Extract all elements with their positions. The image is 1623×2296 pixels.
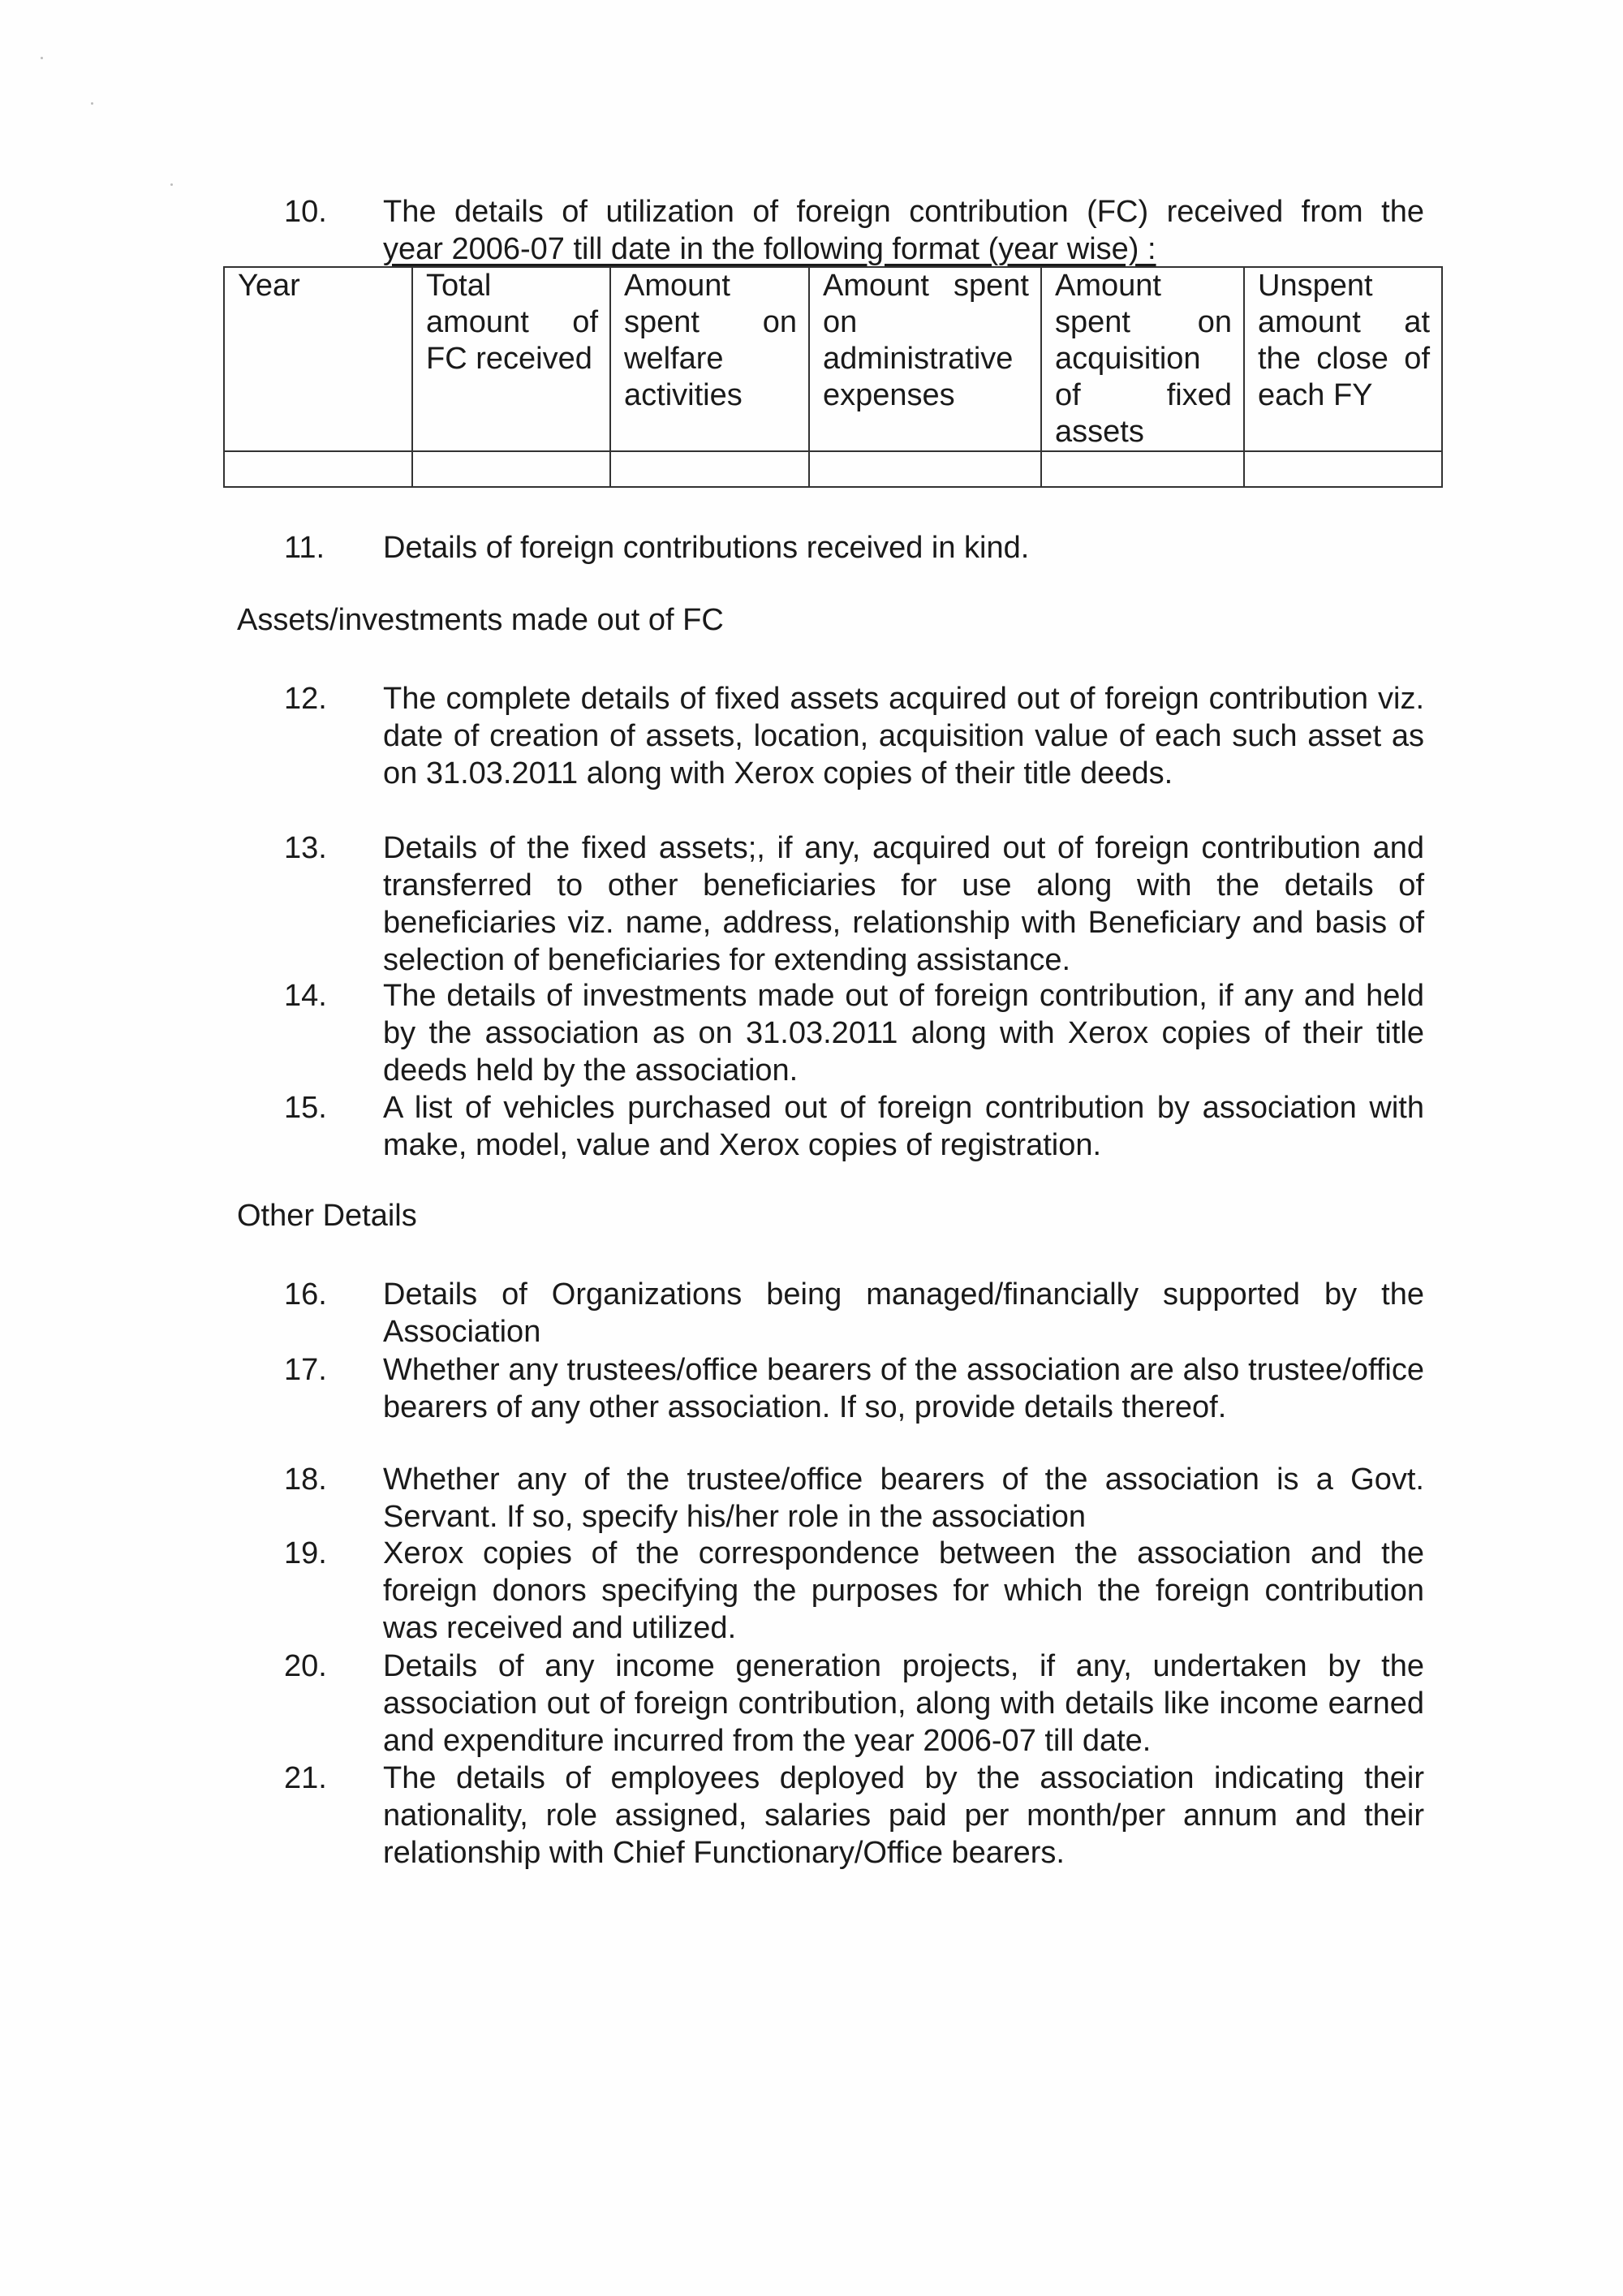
item-number: 11. — [284, 531, 325, 565]
item-12 — [284, 680, 1424, 792]
item-text: The details of employees deployed by the association indicating their nationality, role assigned, salaries paid per month/per annum and their relationship with Chief Functionary/Office bearers. — [383, 1761, 1424, 1870]
item-number: 16. — [284, 1277, 327, 1312]
item-number: 13. — [284, 831, 327, 865]
item-number: 10. — [284, 195, 327, 229]
item-number: 21. — [284, 1761, 327, 1795]
table-row — [224, 451, 1442, 487]
cell-fixed-assets[interactable] — [1041, 451, 1244, 487]
item-11 — [284, 529, 1424, 566]
header-total-fc-received: Total amount of FC received — [412, 267, 610, 451]
scan-speck — [41, 57, 43, 59]
cell-year[interactable] — [224, 451, 412, 487]
item-21 — [284, 1760, 1424, 1872]
item-16 — [284, 1276, 1424, 1350]
item-20 — [284, 1648, 1424, 1760]
scan-speck — [91, 102, 93, 105]
header-unspent-amount: Unspent amount at the close of each FY — [1244, 267, 1442, 451]
item-text: The complete details of fixed assets acquired out of foreign contribution viz. date of creation of assets, location, acquisition value of each such asset as on 31.03.2011 along with Xerox copies of their title deeds. — [383, 682, 1424, 790]
item-text: A list of vehicles purchased out of foreign contribution by association with make, model, value and Xerox copies of registration. — [383, 1091, 1424, 1162]
header-fixed-assets: Amount spent on acquisition of fixed assets — [1041, 267, 1244, 451]
item-18 — [284, 1461, 1424, 1536]
item-text: Whether any trustees/office bearers of the association are also trustee/office bearers of any other association. If so, provide details thereof. — [383, 1353, 1424, 1424]
item-number: 19. — [284, 1536, 327, 1570]
header-welfare-activities: Amount spent on welfare activities — [610, 267, 809, 451]
cell-welfare[interactable] — [610, 451, 809, 487]
item-text: Details of any income generation projects, if any, undertaken by the association out of foreign contribution, along with details like income earned and expenditure incurred from the year 2006-07 till date. — [383, 1649, 1424, 1758]
item-text: Details of Organizations being managed/financially supported by the Association — [383, 1277, 1424, 1349]
item-text: Xerox copies of the correspondence between the association and the foreign donors specifying the purposes for which the foreign contribution was received and utilized. — [383, 1536, 1424, 1645]
item-10-line1: The details of utilization of foreign contribution (FC) received from the — [383, 195, 1424, 229]
item-text: Details of the fixed assets;, if any, acquired out of foreign contribution and transferred to other beneficiaries for use along with the details of beneficiaries viz. name, address, relationship with Beneficiary and basis of selection of beneficiaries for extending assistance. — [383, 831, 1424, 977]
item-number: 18. — [284, 1462, 327, 1497]
item-17 — [284, 1351, 1424, 1426]
item-text: Details of foreign contributions received in kind. — [383, 531, 1030, 565]
item-14 — [284, 977, 1424, 1089]
item-19 — [284, 1535, 1424, 1647]
header-year: Year — [224, 267, 412, 451]
fc-utilization-table — [223, 266, 1443, 488]
cell-admin[interactable] — [809, 451, 1041, 487]
item-number: 20. — [284, 1649, 327, 1683]
header-administrative-expenses: Amount spent on administrative expenses — [809, 267, 1041, 451]
scan-speck — [170, 183, 173, 186]
table-header-row — [224, 267, 1442, 451]
item-text: Whether any of the trustee/office bearers of the association is a Govt. Servant. If so, specify his/her role in the association — [383, 1462, 1424, 1534]
section-heading-other: Other Details — [237, 1199, 417, 1233]
cell-total-fc[interactable] — [412, 451, 610, 487]
item-number: 12. — [284, 682, 327, 716]
item-number: 17. — [284, 1353, 327, 1387]
cell-unspent[interactable] — [1244, 451, 1442, 487]
item-number: 14. — [284, 979, 327, 1013]
item-10-line2: year 2006-07 till date in the following format (year wise) : — [383, 232, 1156, 266]
item-10 — [284, 193, 1424, 268]
section-heading-assets: Assets/investments made out of FC — [237, 603, 724, 637]
item-text: The details of investments made out of foreign contribution, if any and held by the association as on 31.03.2011 along with Xerox copies of their title deeds held by the association. — [383, 979, 1424, 1088]
item-13 — [284, 829, 1424, 979]
item-number: 15. — [284, 1091, 327, 1125]
item-15 — [284, 1089, 1424, 1164]
